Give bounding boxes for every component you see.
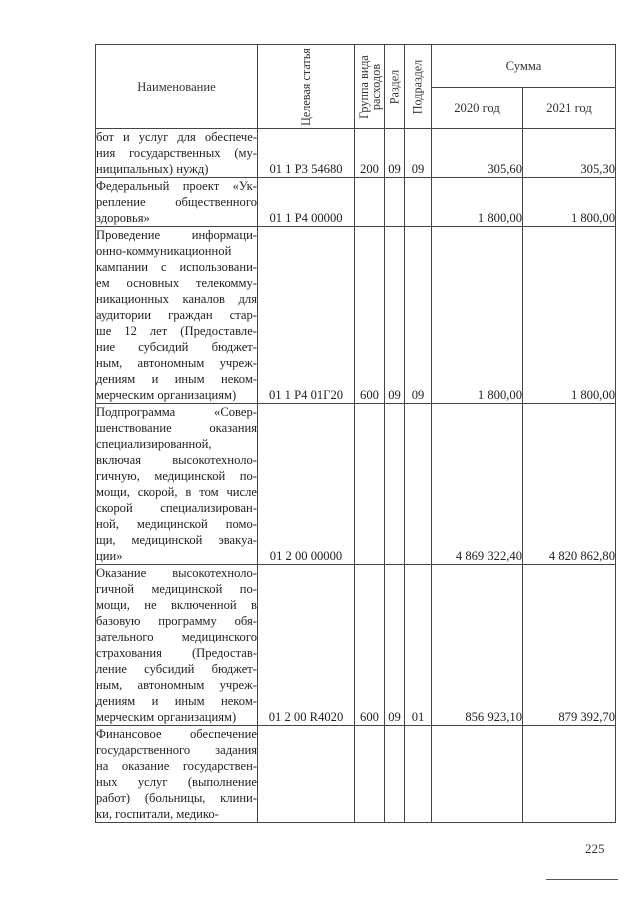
row-name-line: ных услуг (выполнение	[96, 775, 257, 789]
row-name-line: ния государственных (му-	[96, 146, 257, 160]
row-expense-group	[355, 404, 385, 565]
row-name-line: онно-коммуникационной	[96, 244, 232, 258]
header-year-2021: 2021 год	[523, 88, 616, 129]
row-section	[385, 726, 405, 823]
row-section	[385, 404, 405, 565]
row-expense-group	[355, 178, 385, 227]
header-expense-group: Группа вида расходов	[355, 45, 385, 129]
row-subsection	[405, 726, 432, 823]
row-name	[96, 726, 258, 823]
row-name-line: никационных каналов для	[96, 292, 257, 306]
table-row	[96, 178, 616, 227]
row-name-line: государственного задания	[96, 743, 257, 757]
row-name-line: ние субсидий бюджет-	[96, 340, 257, 354]
row-name-line: ем основных телекомму-	[96, 276, 257, 290]
row-sum-2021: 1 800,00	[523, 227, 616, 404]
row-name-line: бот и услуг для обеспече-	[96, 130, 257, 144]
row-sum-2020: 305,60	[432, 129, 523, 178]
table-row	[96, 565, 616, 726]
row-subsection	[405, 404, 432, 565]
row-name-line: Подпрограмма «Совер-	[96, 405, 257, 419]
row-expense-group: 200	[355, 129, 385, 178]
row-target-item: 01 2 00 00000	[258, 404, 355, 565]
row-name-line: аудитории граждан стар-	[96, 308, 257, 322]
row-sum-2021: 879 392,70	[523, 565, 616, 726]
row-name	[96, 129, 258, 178]
row-name-line: базовую программу обя-	[96, 614, 257, 628]
row-name-line: кампании с использовани-	[96, 260, 257, 274]
row-expense-group: 600	[355, 565, 385, 726]
header-section: Раздел	[385, 45, 405, 129]
row-section: 09	[385, 227, 405, 404]
row-name	[96, 565, 258, 726]
row-section	[385, 178, 405, 227]
row-name-line: ной, медицинской помо-	[96, 517, 257, 531]
table-row	[96, 129, 616, 178]
row-name-line: щи, медицинской эвакуа-	[96, 533, 257, 547]
row-name-line: ниципальных) нужд)	[96, 162, 209, 176]
row-sum-2021: 4 820 862,80	[523, 404, 616, 565]
row-name-line: Проведение информаци-	[96, 228, 257, 242]
header-year-2020: 2020 год	[432, 88, 523, 129]
row-sum-2020: 856 923,10	[432, 565, 523, 726]
row-name-line: ным, автономным учреж-	[96, 356, 257, 370]
row-name-line: ки, госпитали, медико-	[96, 807, 219, 821]
row-name	[96, 178, 258, 227]
row-name-line: скорой специализирован-	[96, 501, 257, 515]
row-name-line: работ) (больницы, клини-	[96, 791, 257, 805]
row-name-line: репление общественного	[96, 195, 257, 209]
row-expense-group	[355, 726, 385, 823]
row-name-line: ным, автономным учреж-	[96, 678, 257, 692]
budget-table	[95, 44, 616, 823]
row-name-line: мощи, скорой, в том числе	[96, 485, 257, 499]
table-row	[96, 726, 616, 823]
row-name-line: Финансовое обеспечение	[96, 727, 257, 741]
footer-rule	[546, 879, 618, 880]
row-target-item: 01 2 00 R4020	[258, 565, 355, 726]
page-number: 225	[585, 841, 605, 856]
row-name-line: специализированной,	[96, 437, 212, 451]
row-name-line: мерческим организациям)	[96, 710, 237, 724]
row-subsection: 09	[405, 227, 432, 404]
row-name-line: дениям и иным неком-	[96, 372, 257, 386]
row-expense-group: 600	[355, 227, 385, 404]
row-section: 09	[385, 129, 405, 178]
row-name-line: ции»	[96, 549, 123, 563]
row-name-line: зательного медицинского	[96, 630, 257, 644]
table-header	[96, 45, 616, 129]
row-target-item: 01 1 P4 01Г20	[258, 227, 355, 404]
row-target-item	[258, 726, 355, 823]
row-sum-2020	[432, 726, 523, 823]
header-subsection: Подраздел	[405, 45, 432, 129]
row-subsection	[405, 178, 432, 227]
row-name-line: здоровья»	[96, 211, 150, 225]
row-name-line: мерческим организациям)	[96, 388, 237, 402]
row-target-item: 01 1 P3 54680	[258, 129, 355, 178]
row-section: 09	[385, 565, 405, 726]
row-name-line: Федеральный проект «Ук-	[96, 179, 257, 193]
table-row	[96, 404, 616, 565]
row-sum-2021: 305,30	[523, 129, 616, 178]
row-name-line: Оказание высокотехноло-	[96, 566, 257, 580]
table-body	[96, 129, 616, 823]
row-name-line: дениям и иным неком-	[96, 694, 257, 708]
row-name-line: на оказание государствен-	[96, 759, 257, 773]
row-subsection: 09	[405, 129, 432, 178]
row-sum-2020: 1 800,00	[432, 227, 523, 404]
row-name	[96, 404, 258, 565]
row-name-line: ше 12 лет (Предоставле-	[96, 324, 257, 338]
table-row	[96, 227, 616, 404]
row-sum-2020: 1 800,00	[432, 178, 523, 227]
row-sum-2021: 1 800,00	[523, 178, 616, 227]
row-name-line: ление субсидий бюджет-	[96, 662, 257, 676]
row-name-line: гичную, медицинской по-	[96, 469, 257, 483]
row-sum-2021	[523, 726, 616, 823]
header-name: Наименование	[96, 45, 258, 129]
row-name-line: гичной медицинской по-	[96, 582, 257, 596]
row-name-line: страхования (Предостав-	[96, 646, 257, 660]
header-sum: Сумма	[432, 45, 616, 88]
row-sum-2020: 4 869 322,40	[432, 404, 523, 565]
row-name-line: шенствование оказания	[96, 421, 257, 435]
row-name	[96, 227, 258, 404]
row-target-item: 01 1 P4 00000	[258, 178, 355, 227]
row-subsection: 01	[405, 565, 432, 726]
row-name-line: мощи, не включенной в	[96, 598, 257, 612]
row-name-line: включая высокотехноло-	[96, 453, 257, 467]
header-target-item: Целевая статья	[258, 45, 355, 129]
